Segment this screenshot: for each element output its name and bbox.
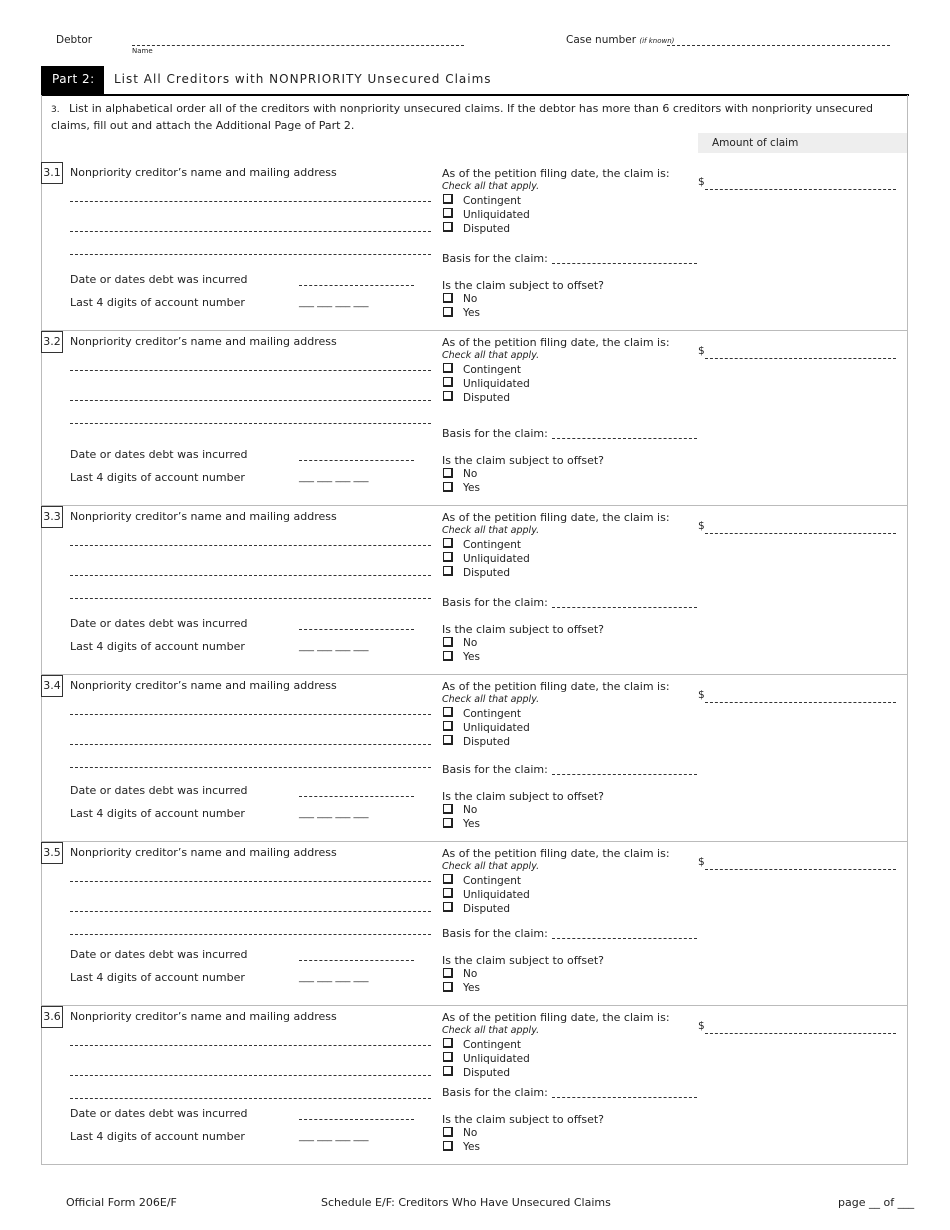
contingent-label: Contingent: [463, 875, 521, 887]
date-incurred-field[interactable]: [299, 460, 414, 461]
basis-field[interactable]: [552, 438, 697, 439]
offset-question: Is the claim subject to offset?: [442, 1113, 604, 1126]
section-number: 3.1: [41, 162, 63, 184]
creditor-address-line[interactable]: [70, 231, 431, 232]
offset-yes-checkbox[interactable]: [443, 482, 453, 492]
unliquidated-checkbox[interactable]: [443, 888, 453, 898]
disputed-checkbox[interactable]: [443, 222, 453, 232]
creditor-address-line[interactable]: [70, 714, 431, 715]
creditor-address-line[interactable]: [70, 881, 431, 882]
creditor-section: [41, 675, 908, 842]
offset-yes-label: Yes: [463, 982, 480, 994]
unliquidated-checkbox[interactable]: [443, 208, 453, 218]
creditor-name-label: Nonpriority creditor’s name and mailing address: [70, 335, 337, 348]
unliquidated-checkbox[interactable]: [443, 721, 453, 731]
offset-yes-label: Yes: [463, 818, 480, 830]
last4-field[interactable]: ___ ___ ___ ___: [299, 641, 369, 652]
disputed-label: Disputed: [463, 223, 511, 235]
creditor-address-line[interactable]: [70, 1098, 431, 1099]
debtor-name-field[interactable]: [132, 45, 464, 46]
creditor-name-label: Nonpriority creditor’s name and mailing address: [70, 166, 337, 179]
contingent-checkbox[interactable]: [443, 363, 453, 373]
creditor-address-line[interactable]: [70, 767, 431, 768]
last4-field[interactable]: ___ ___ ___ ___: [299, 472, 369, 483]
check-all-label: Check all that apply.: [442, 861, 540, 872]
creditor-address-line[interactable]: [70, 400, 431, 401]
creditor-address-line[interactable]: [70, 575, 431, 576]
as-of-label: As of the petition filing date, the claim is:: [442, 1011, 670, 1024]
contingent-checkbox[interactable]: [443, 538, 453, 548]
dollar-sign: $: [698, 520, 705, 532]
offset-yes-checkbox[interactable]: [443, 651, 453, 661]
creditor-name-label: Nonpriority creditor’s name and mailing address: [70, 846, 337, 859]
section-number: 3.3: [41, 506, 63, 528]
creditor-address-line[interactable]: [70, 934, 431, 935]
offset-yes-checkbox[interactable]: [443, 1141, 453, 1151]
disputed-checkbox[interactable]: [443, 566, 453, 576]
creditor-address-line[interactable]: [70, 1045, 431, 1046]
as-of-label: As of the petition filing date, the claim is:: [442, 167, 670, 180]
disputed-label: Disputed: [463, 903, 511, 915]
contingent-label: Contingent: [463, 539, 521, 551]
basis-field[interactable]: [552, 607, 697, 608]
check-all-label: Check all that apply.: [442, 350, 540, 361]
last4-label: Last 4 digits of account number: [70, 971, 245, 984]
claim-amount-field[interactable]: [705, 358, 896, 359]
offset-question: Is the claim subject to offset?: [442, 623, 604, 636]
creditor-name-label: Nonpriority creditor’s name and mailing address: [70, 510, 337, 523]
basis-field[interactable]: [552, 938, 697, 939]
claim-amount-field[interactable]: [705, 702, 896, 703]
part-title: List All Creditors with NONPRIORITY Unsecured Claims: [114, 72, 492, 86]
creditor-section: [41, 162, 908, 331]
offset-yes-checkbox[interactable]: [443, 307, 453, 317]
amount-of-claim-header: Amount of claim: [698, 133, 907, 153]
date-incurred-field[interactable]: [299, 285, 414, 286]
unliquidated-label: Unliquidated: [463, 722, 530, 734]
section-number: 3.6: [41, 1006, 63, 1028]
offset-question: Is the claim subject to offset?: [442, 790, 604, 803]
footer-form-name: Official Form 206E/F: [66, 1196, 177, 1209]
claim-amount-field[interactable]: [705, 869, 896, 870]
unliquidated-label: Unliquidated: [463, 378, 530, 390]
offset-no-checkbox[interactable]: [443, 293, 453, 303]
contingent-label: Contingent: [463, 364, 521, 376]
claim-amount-field[interactable]: [705, 189, 896, 190]
debtor-label: Debtor: [56, 34, 93, 46]
claim-amount-field[interactable]: [705, 533, 896, 534]
last4-field[interactable]: ___ ___ ___ ___: [299, 972, 369, 983]
dollar-sign: $: [698, 856, 705, 868]
disputed-checkbox[interactable]: [443, 902, 453, 912]
basis-field[interactable]: [552, 1097, 697, 1098]
date-incurred-label: Date or dates debt was incurred: [70, 948, 248, 961]
as-of-label: As of the petition filing date, the claim is:: [442, 336, 670, 349]
date-incurred-label: Date or dates debt was incurred: [70, 784, 248, 797]
basis-field[interactable]: [552, 263, 697, 264]
disputed-checkbox[interactable]: [443, 735, 453, 745]
footer-page: page __ of ___: [838, 1196, 915, 1209]
creditor-address-line[interactable]: [70, 201, 431, 202]
offset-yes-label: Yes: [463, 482, 480, 494]
offset-no-label: No: [463, 468, 478, 480]
check-all-label: Check all that apply.: [442, 1025, 540, 1036]
creditor-address-line[interactable]: [70, 370, 431, 371]
part-label: Part 2:: [41, 66, 104, 94]
date-incurred-label: Date or dates debt was incurred: [70, 617, 248, 630]
creditor-name-label: Nonpriority creditor’s name and mailing address: [70, 1010, 337, 1023]
dollar-sign: $: [698, 689, 705, 701]
offset-yes-label: Yes: [463, 1141, 480, 1153]
date-incurred-label: Date or dates debt was incurred: [70, 448, 248, 461]
offset-question: Is the claim subject to offset?: [442, 279, 604, 292]
as-of-label: As of the petition filing date, the claim is:: [442, 847, 670, 860]
last4-field[interactable]: ___ ___ ___ ___: [299, 297, 369, 308]
creditor-address-line[interactable]: [70, 1075, 431, 1076]
creditor-section: [41, 506, 908, 675]
dollar-sign: $: [698, 176, 705, 188]
last4-field[interactable]: ___ ___ ___ ___: [299, 1131, 369, 1142]
creditor-address-line[interactable]: [70, 423, 431, 424]
case-number-field[interactable]: [667, 45, 890, 46]
offset-no-checkbox[interactable]: [443, 468, 453, 478]
offset-yes-label: Yes: [463, 651, 480, 663]
creditor-address-line[interactable]: [70, 744, 431, 745]
offset-no-checkbox[interactable]: [443, 637, 453, 647]
creditor-address-line[interactable]: [70, 911, 431, 912]
creditor-address-line[interactable]: [70, 598, 431, 599]
creditor-section: [41, 842, 908, 1006]
creditor-address-line[interactable]: [70, 545, 431, 546]
offset-no-checkbox[interactable]: [443, 968, 453, 978]
offset-no-label: No: [463, 804, 478, 816]
case-number-label: Case number (if known): [566, 34, 675, 46]
creditor-address-line[interactable]: [70, 254, 431, 255]
offset-no-label: No: [463, 637, 478, 649]
dollar-sign: $: [698, 345, 705, 357]
basis-label: Basis for the claim:: [442, 1086, 548, 1099]
unliquidated-label: Unliquidated: [463, 209, 530, 221]
contingent-checkbox[interactable]: [443, 1038, 453, 1048]
last4-label: Last 4 digits of account number: [70, 807, 245, 820]
section-number: 3.5: [41, 842, 63, 864]
contingent-checkbox[interactable]: [443, 874, 453, 884]
creditor-name-label: Nonpriority creditor’s name and mailing address: [70, 679, 337, 692]
intro-instructions: 3. List in alphabetical order all of the creditors with nonpriority unsecured claims. If the debtor has more than 6 creditors with nonpriority unsecured claims, fill out and attach the Additional Page of Part 2.: [51, 102, 873, 132]
unliquidated-checkbox[interactable]: [443, 1052, 453, 1062]
disputed-label: Disputed: [463, 392, 511, 404]
creditor-section: [41, 331, 908, 506]
date-incurred-field[interactable]: [299, 796, 414, 797]
unliquidated-checkbox[interactable]: [443, 552, 453, 562]
as-of-label: As of the petition filing date, the claim is:: [442, 680, 670, 693]
offset-no-label: No: [463, 1127, 478, 1139]
offset-no-label: No: [463, 293, 478, 305]
disputed-checkbox[interactable]: [443, 1066, 453, 1076]
offset-question: Is the claim subject to offset?: [442, 954, 604, 967]
last4-label: Last 4 digits of account number: [70, 640, 245, 653]
last4-label: Last 4 digits of account number: [70, 296, 245, 309]
offset-yes-checkbox[interactable]: [443, 818, 453, 828]
offset-yes-checkbox[interactable]: [443, 982, 453, 992]
offset-yes-label: Yes: [463, 307, 480, 319]
contingent-label: Contingent: [463, 195, 521, 207]
name-caption: Name: [132, 47, 153, 55]
section-number: 3.4: [41, 675, 63, 697]
basis-label: Basis for the claim:: [442, 596, 548, 609]
as-of-label: As of the petition filing date, the claim is:: [442, 511, 670, 524]
contingent-label: Contingent: [463, 1039, 521, 1051]
last4-label: Last 4 digits of account number: [70, 471, 245, 484]
disputed-label: Disputed: [463, 736, 511, 748]
date-incurred-field[interactable]: [299, 629, 414, 630]
offset-no-label: No: [463, 968, 478, 980]
basis-label: Basis for the claim:: [442, 927, 548, 940]
date-incurred-field[interactable]: [299, 1119, 414, 1120]
basis-label: Basis for the claim:: [442, 252, 548, 265]
basis-label: Basis for the claim:: [442, 763, 548, 776]
footer-title: Schedule E/F: Creditors Who Have Unsecured Claims: [321, 1196, 611, 1209]
contingent-checkbox[interactable]: [443, 707, 453, 717]
date-incurred-field[interactable]: [299, 960, 414, 961]
check-all-label: Check all that apply.: [442, 181, 540, 192]
unliquidated-label: Unliquidated: [463, 889, 530, 901]
date-incurred-label: Date or dates debt was incurred: [70, 273, 248, 286]
contingent-label: Contingent: [463, 708, 521, 720]
offset-question: Is the claim subject to offset?: [442, 454, 604, 467]
last4-label: Last 4 digits of account number: [70, 1130, 245, 1143]
last4-field[interactable]: ___ ___ ___ ___: [299, 808, 369, 819]
offset-no-checkbox[interactable]: [443, 804, 453, 814]
date-incurred-label: Date or dates debt was incurred: [70, 1107, 248, 1120]
creditor-section: [41, 1006, 908, 1165]
section-number: 3.2: [41, 331, 63, 353]
disputed-label: Disputed: [463, 567, 511, 579]
disputed-label: Disputed: [463, 1067, 511, 1079]
dollar-sign: $: [698, 1020, 705, 1032]
offset-no-checkbox[interactable]: [443, 1127, 453, 1137]
unliquidated-checkbox[interactable]: [443, 377, 453, 387]
basis-field[interactable]: [552, 774, 697, 775]
contingent-checkbox[interactable]: [443, 194, 453, 204]
check-all-label: Check all that apply.: [442, 525, 540, 536]
check-all-label: Check all that apply.: [442, 694, 540, 705]
disputed-checkbox[interactable]: [443, 391, 453, 401]
unliquidated-label: Unliquidated: [463, 553, 530, 565]
claim-amount-field[interactable]: [705, 1033, 896, 1034]
unliquidated-label: Unliquidated: [463, 1053, 530, 1065]
basis-label: Basis for the claim:: [442, 427, 548, 440]
